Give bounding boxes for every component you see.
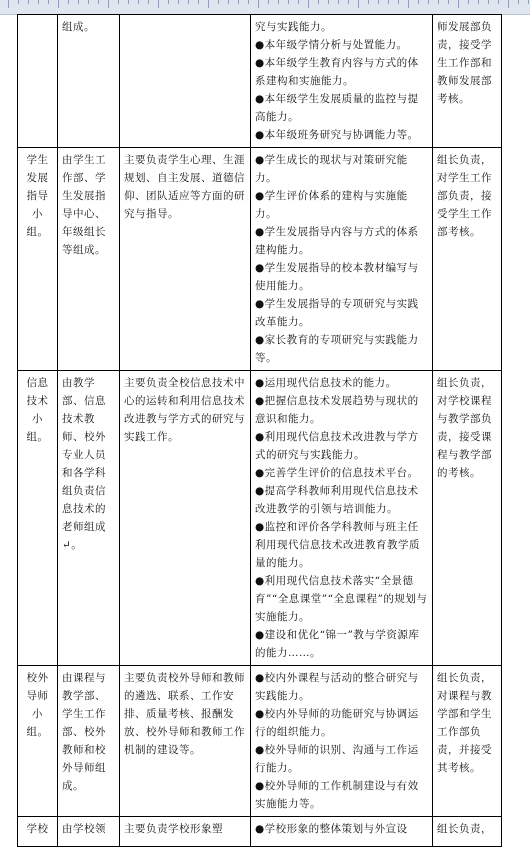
- ruler-tick: [98, 0, 99, 4]
- ability-item: ●本年级学生发展质量的监控与提高能力。: [255, 93, 419, 123]
- ruler-tick: [138, 0, 139, 4]
- ability-item: ●校外导师的识别、沟通与工作运行能力。: [255, 744, 419, 774]
- responsible-cell: 组长负责，对学生工作部负责，接受学生工作部考核。: [433, 148, 502, 371]
- ruler-tick: [258, 0, 259, 8]
- ruler-tick: [328, 0, 329, 4]
- table-row: [18, 148, 502, 371]
- ruler-tick: [308, 0, 309, 8]
- abilities-cell: [251, 148, 433, 371]
- ability-item: ●利用现代信息技术改进教与学方式的研究与实践能力。: [255, 431, 419, 461]
- ability-item: 究与实践能力。: [255, 21, 332, 33]
- abilities-cell: [251, 15, 433, 148]
- ability-item: ●建设和优化“锦一”教与学资源库的能力……。: [255, 629, 420, 659]
- ruler-tick: [218, 0, 219, 4]
- ability-item: ●学校形象的整体策划与外宣设: [255, 823, 408, 835]
- ruler-tick: [168, 0, 169, 4]
- table-row: [18, 666, 502, 817]
- ability-item: ●监控和评价各学科教师与班主任利用现代信息技术改进教育教学质量的能力。: [255, 521, 420, 569]
- members-cell: 组成。: [58, 15, 120, 148]
- ruler-tick: [208, 0, 209, 8]
- responsible-cell: 组长负责，对学校课程与教学部负责，接受课程与教学部的考核。: [433, 371, 502, 666]
- ruler-tick: [478, 0, 479, 4]
- ruler-bar: [0, 0, 530, 15]
- ruler-tick: [398, 0, 399, 4]
- ruler-tick: [458, 0, 459, 8]
- ruler-tick: [118, 0, 119, 4]
- ruler-tick: [388, 0, 389, 4]
- group-name-cell: 校外导师小组。: [18, 666, 58, 817]
- ruler-tick: [488, 0, 489, 4]
- ability-item: ●学生成长的现状与对策研究能力。: [255, 154, 408, 184]
- ruler-tick: [518, 0, 519, 4]
- table-row: [18, 15, 502, 148]
- ability-item: ●提高学科教师利用现代信息技术改进教学的引领与培训能力。: [255, 485, 419, 515]
- ruler-tick: [88, 0, 89, 4]
- responsible-cell: 组长负责，: [433, 817, 502, 847]
- ability-item: ●把握信息技术发展趋势与现状的意识和能力。: [255, 395, 419, 425]
- abilities-cell: [251, 817, 433, 847]
- duty-cell: 主要负责全校信息技术中心的运转和利用信息技术改进教与学方式的研究与实践工作。: [120, 371, 251, 666]
- responsible-cell: 师发展部负责，接受学生工作部和教师发展部考核。: [433, 15, 502, 148]
- ruler-tick: [228, 0, 229, 4]
- ruler-tick: [298, 0, 299, 4]
- ability-item: ●校内外导师的功能研究与协调运行的组织能力。: [255, 708, 419, 738]
- ruler-tick: [238, 0, 239, 4]
- ability-item: ●学生发展指导内容与方式的体系建构能力。: [255, 226, 419, 256]
- ruler-tick: [498, 0, 499, 4]
- ruler-tick: [108, 0, 109, 8]
- duty-cell: 主要负责学校形象塑: [120, 817, 251, 847]
- ruler-tick: [528, 0, 529, 4]
- ruler-tick: [8, 0, 9, 8]
- ability-item: ●校内外课程与活动的整合研究与实践能力。: [255, 672, 419, 702]
- ruler-tick: [158, 0, 159, 8]
- ruler-tick: [468, 0, 469, 4]
- table-row: [18, 371, 502, 666]
- members-cell: 由学校领: [58, 817, 120, 847]
- group-name-cell: [18, 15, 58, 148]
- ruler-tick: [178, 0, 179, 4]
- ruler-tick: [338, 0, 339, 4]
- ability-item: ●学生发展指导的专项研究与实践改革能力。: [255, 298, 419, 328]
- ruler-tick: [368, 0, 369, 4]
- duty-cell: 主要负责学生心理、生涯规划、自主发展、道德信仰、团队适应等方面的研究与指导。: [120, 148, 251, 371]
- ruler-tick: [418, 0, 419, 4]
- ruler-tick: [68, 0, 69, 4]
- ruler-tick: [358, 0, 359, 8]
- responsible-cell: 组长负责，对课程与教学部和学生工作部负责，并接受其考核。: [433, 666, 502, 817]
- members-cell: 由教学部、信息技术教师、校外专业人员和各学科组负责信息技术的老师组成↵。: [58, 371, 120, 666]
- ruler-tick: [78, 0, 79, 4]
- ruler-tick: [148, 0, 149, 4]
- group-name-cell: 学校: [18, 817, 58, 847]
- ruler-tick: [428, 0, 429, 4]
- ruler-tick: [278, 0, 279, 4]
- table-row: [18, 817, 502, 847]
- responsibility-table: [17, 14, 502, 847]
- ruler-tick: [318, 0, 319, 4]
- ability-item: ●完善学生评价的信息技术平台。: [255, 467, 419, 479]
- ability-item: ●运用现代信息技术的能力。: [255, 377, 397, 389]
- ruler-tick: [378, 0, 379, 4]
- group-name-cell: 学生发展指导小组。: [18, 148, 58, 371]
- ruler-tick: [348, 0, 349, 4]
- duty-cell: [120, 15, 251, 148]
- ruler-tick: [58, 0, 59, 8]
- ruler-tick: [128, 0, 129, 4]
- ruler-tick: [28, 0, 29, 4]
- ability-item: ●学生发展指导的校本教材编写与使用能力。: [255, 262, 419, 292]
- ability-item: ●本年级学生教育内容与方式的体系建构和实施能力。: [255, 57, 419, 87]
- ruler-tick: [408, 0, 409, 8]
- ability-item: ●校外导师的工作机制建设与有效实施能力等。: [255, 780, 419, 810]
- ability-item: ●本年级班务研究与协调能力等。: [255, 129, 419, 141]
- ruler-tick: [448, 0, 449, 4]
- ability-item: ●学生评价体系的建构与实施能力。: [255, 190, 408, 220]
- ruler-tick: [288, 0, 289, 4]
- abilities-cell: [251, 666, 433, 817]
- ability-item: ●本年级学情分析与处置能力。: [255, 39, 408, 51]
- ruler-tick: [508, 0, 509, 8]
- ruler-tick: [18, 0, 19, 4]
- group-name-cell: 信息技术小组。: [18, 371, 58, 666]
- abilities-cell: [251, 371, 433, 666]
- ruler-tick: [198, 0, 199, 4]
- members-cell: 由学生工作部、学生发展指导中心、年级组长等组成。: [58, 148, 120, 371]
- ability-item: ●家长教育的专项研究与实践能力等。: [255, 334, 419, 364]
- members-cell: 由课程与教学部、学生工作部、校外教师和校外导师组成。: [58, 666, 120, 817]
- ability-item: ●利用现代信息技术落实“全景德育”“全息课堂”“全息课程”的规划与实施能力。: [255, 575, 428, 623]
- ruler-tick: [268, 0, 269, 4]
- duty-cell: 主要负责校外导师和教师的遴选、联系、工作安排、质量考核、报酬发放、校外导师和教师工作机制的建设等。: [120, 666, 251, 817]
- ruler-tick: [38, 0, 39, 4]
- ruler-tick: [188, 0, 189, 4]
- ruler-tick: [438, 0, 439, 4]
- ruler-tick: [48, 0, 49, 4]
- ruler-tick: [248, 0, 249, 4]
